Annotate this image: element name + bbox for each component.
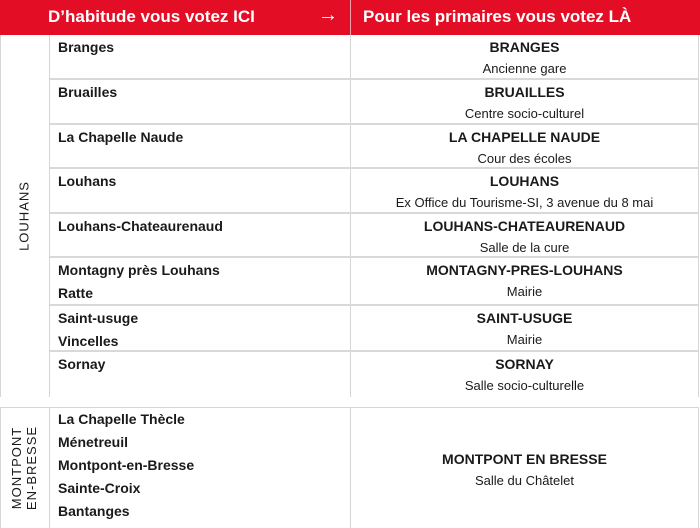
town-name: La Chapelle Thècle xyxy=(58,411,185,427)
venue-name: BRANGES xyxy=(489,39,560,55)
usual-place-cell xyxy=(50,306,351,350)
table-row xyxy=(50,352,698,397)
group-side-label-box xyxy=(0,35,50,397)
venue-address: Ancienne gare xyxy=(482,61,567,76)
usual-place-cell xyxy=(50,258,351,304)
venue-address: Mairie xyxy=(506,332,543,347)
town-name: Sornay xyxy=(58,356,106,372)
header-usual-polling-place: D’habitude vous votez ICI xyxy=(48,7,255,26)
primary-place-cell xyxy=(351,306,698,350)
table-row xyxy=(50,169,698,214)
venue-address: Salle de la cure xyxy=(479,240,570,255)
table-row xyxy=(50,306,698,352)
header-divider xyxy=(350,0,351,35)
venue-name: SORNAY xyxy=(495,356,554,372)
right-arrow-icon: → xyxy=(318,4,338,26)
town-name: Bruailles xyxy=(58,84,118,100)
usual-place-cell xyxy=(50,352,351,397)
primary-place-cell xyxy=(351,407,698,528)
venue-name: SAINT-USUGE xyxy=(476,310,573,326)
town-name: Vincelles xyxy=(58,333,119,349)
usual-place-cell xyxy=(50,35,351,78)
group-label-line-1: MONTPONT xyxy=(9,426,24,509)
venue-address: Mairie xyxy=(506,284,543,299)
venue-address: Salle du Châtelet xyxy=(474,473,574,488)
primary-place-cell xyxy=(351,214,698,256)
venue-name: LA CHAPELLE NAUDE xyxy=(448,129,601,145)
group-side-label-box xyxy=(0,407,50,528)
usual-place-cell xyxy=(50,169,351,212)
venue-address: Ex Office du Tourisme-SI, 3 avenue du 8 mai xyxy=(395,195,654,210)
group-label-line-2: EN-BRESSE xyxy=(24,425,39,510)
group-louhans xyxy=(0,35,700,397)
usual-place-cell xyxy=(50,80,351,123)
town-name: Bantanges xyxy=(58,503,130,519)
town-name: Montagny près Louhans xyxy=(58,262,220,278)
town-name: Sainte-Croix xyxy=(58,480,141,496)
usual-place-cell xyxy=(50,407,351,528)
town-name: Ratte xyxy=(58,285,94,301)
primary-place-cell xyxy=(351,258,698,304)
table-row xyxy=(50,214,698,258)
primary-place-cell xyxy=(351,352,698,397)
town-name: La Chapelle Naude xyxy=(58,129,184,145)
table-row xyxy=(50,80,698,125)
table-header xyxy=(0,0,700,35)
primary-place-cell xyxy=(351,35,698,78)
town-name: Saint-usuge xyxy=(58,310,139,326)
primary-place-cell xyxy=(351,80,698,123)
venue-name: MONTPONT EN BRESSE xyxy=(442,451,607,467)
group-separator xyxy=(0,397,700,407)
venue-name: LOUHANS xyxy=(489,173,560,189)
venue-name: BRUAILLES xyxy=(484,84,565,100)
table-row xyxy=(50,35,698,80)
town-name: Branges xyxy=(58,39,115,55)
group-label-louhans: LOUHANS xyxy=(16,181,32,251)
venue-address: Salle socio-culturelle xyxy=(464,378,585,393)
town-name: Montpont-en-Bresse xyxy=(58,457,195,473)
primary-place-cell xyxy=(351,125,698,167)
group-label-montpont xyxy=(9,425,39,509)
table-row xyxy=(50,125,698,169)
primary-place-cell xyxy=(351,169,698,212)
usual-place-cell xyxy=(50,214,351,256)
usual-place-cell xyxy=(50,125,351,167)
table-row xyxy=(50,258,698,306)
group-montpont xyxy=(0,407,700,528)
town-name: Ménetreuil xyxy=(58,434,129,450)
venue-address: Centre socio-culturel xyxy=(464,106,585,121)
header-primary-polling-place: Pour les primaires vous votez LÀ xyxy=(363,7,632,26)
venue-address: Cour des écoles xyxy=(477,151,572,166)
town-name: Louhans xyxy=(58,173,117,189)
venue-name: MONTAGNY-PRES-LOUHANS xyxy=(426,262,623,278)
table-row xyxy=(50,407,698,528)
town-name: Louhans-Chateaurenaud xyxy=(58,218,223,234)
venue-name: LOUHANS-CHATEAURENAUD xyxy=(423,218,626,234)
